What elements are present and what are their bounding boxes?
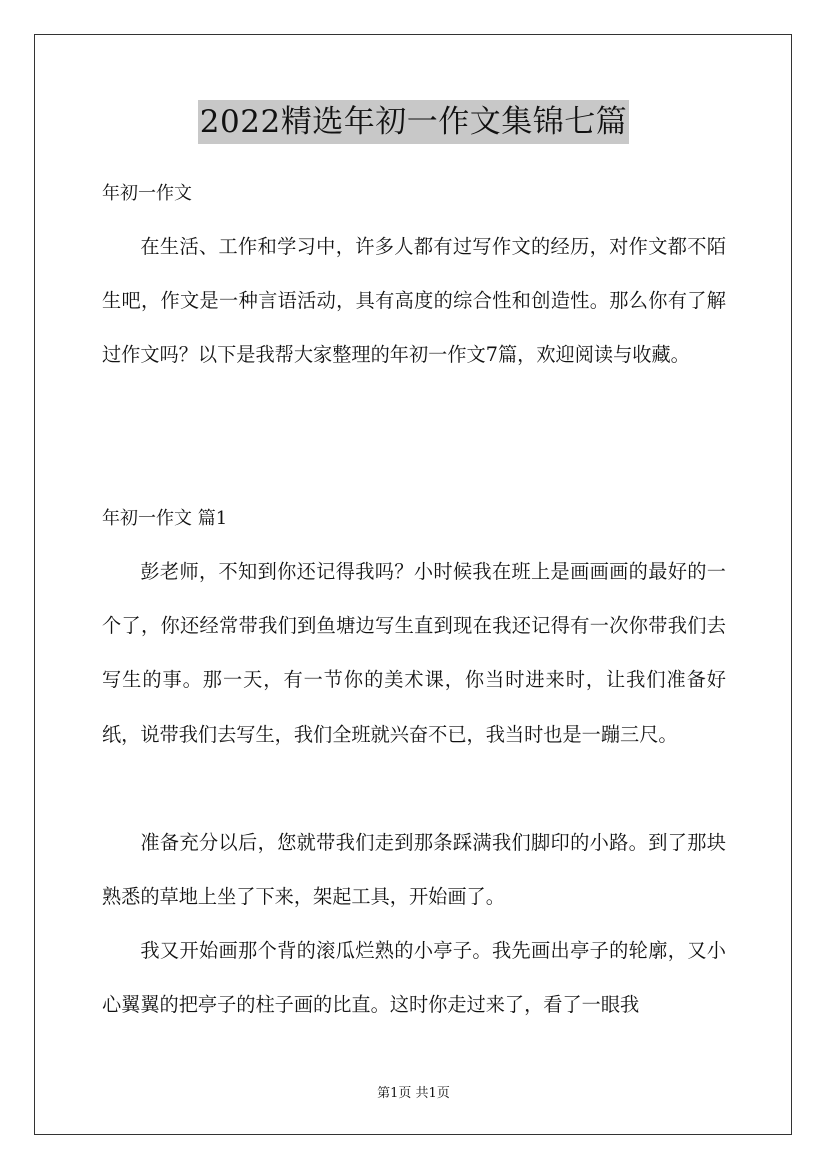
section1-paragraph-1: 彭老师，不知到你还记得我吗？小时候我在班上是画画画的最好的一个了，你还经常带我们到鱼塘边写生直到现在我还记得有一次你带我们去写生的事。那一天，有一节你的美术课，你当时进来时，让我们准备好纸，说带我们去写生，我们全班就兴奋不已，我当时也是一蹦三尺。 (102, 560, 726, 746)
intro-paragraph: 在生活、工作和学习中，许多人都有过写作文的经历，对作文都不陌生吧，作文是一种言语活动，具有高度的综合性和创造性。那么你有了解过作文吗？以下是我帮大家整理的年初一作文7篇，欢迎阅读与收藏。 (102, 235, 726, 367)
intro-heading: 年初一作文 (102, 183, 192, 204)
section1-paragraph-3: 我又开始画那个背的滚瓜烂熟的小亭子。我先画出亭子的轮廓，又小心翼翼的把亭子的柱子画的比直。这时你走过来了，看了一眼我 (102, 939, 726, 1017)
page-footer: 第1页 共1页 (377, 1086, 450, 1101)
section1-paragraph-2: 准备充分以后，您就带我们走到那条踩满我们脚印的小路。到了那块熟悉的草地上坐了下来，架起工具，开始画了。 (102, 831, 726, 909)
title-wrap (0, 100, 827, 144)
document-title: 2022精选年初一作文集锦七篇 (198, 100, 629, 144)
section1-heading: 年初一作文 篇1 (102, 508, 228, 529)
